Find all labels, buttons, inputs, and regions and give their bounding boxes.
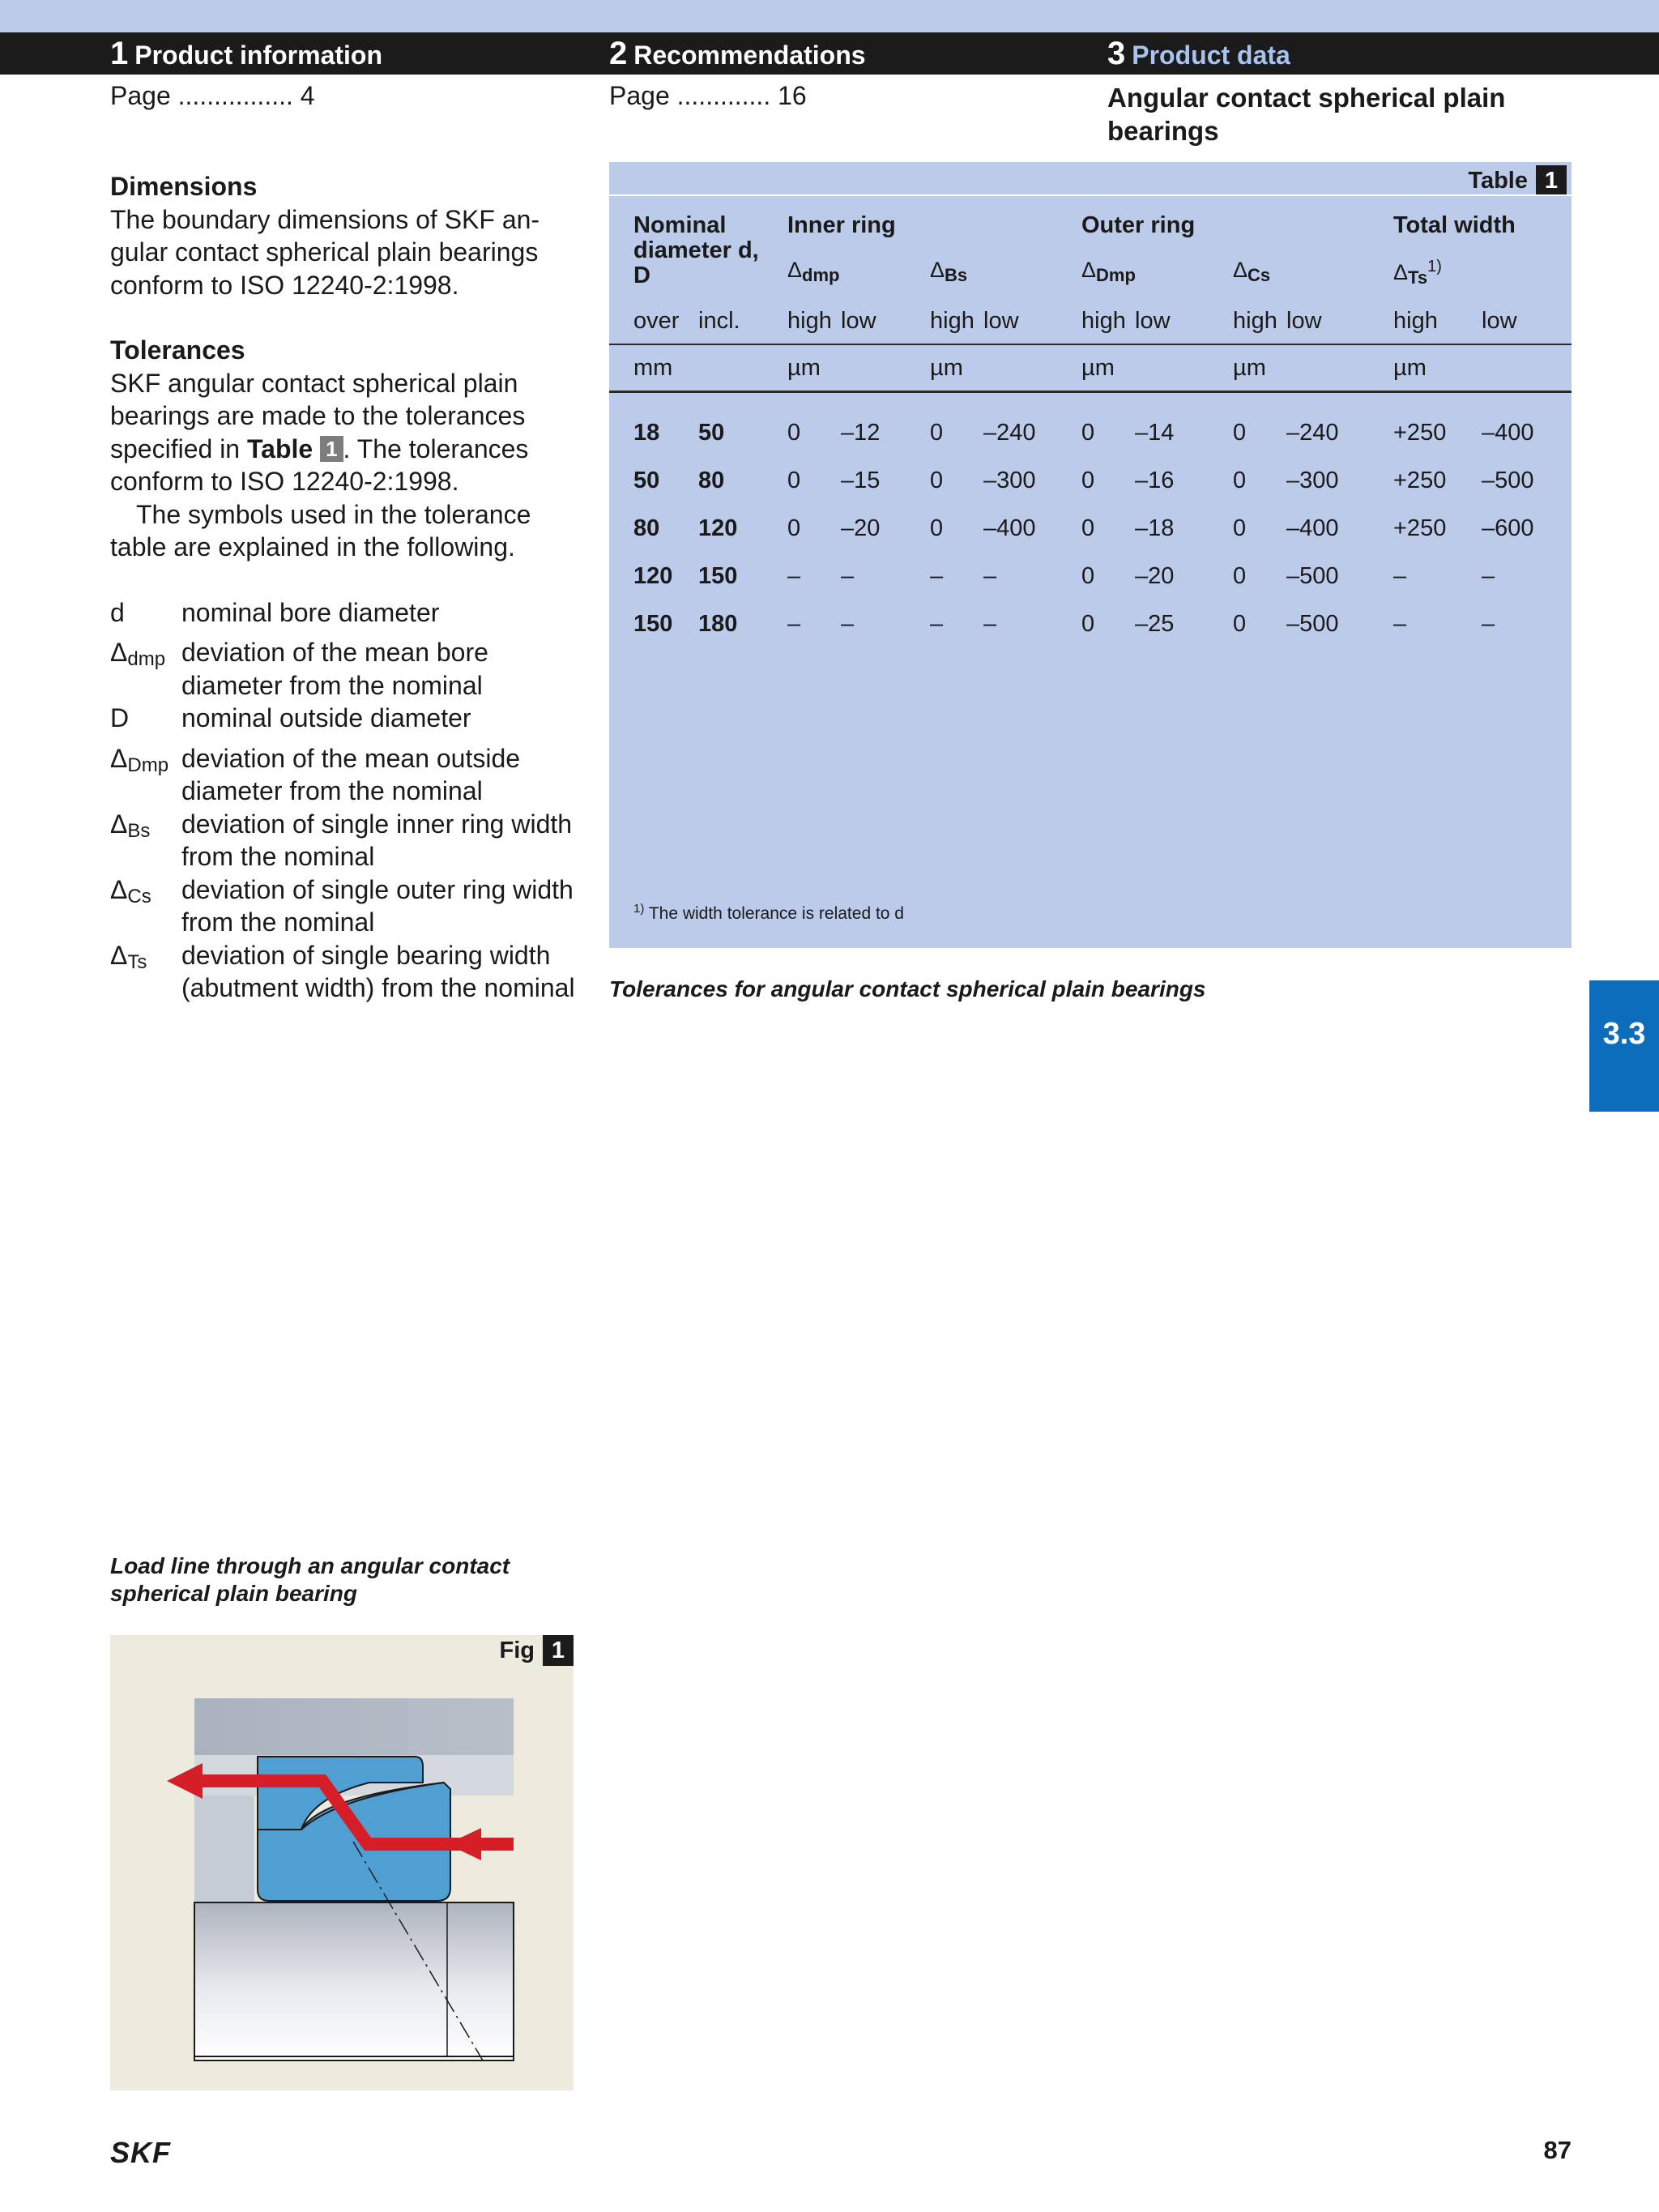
tolerance-table xyxy=(609,162,1572,948)
symbol-item xyxy=(110,873,580,939)
symbol-item xyxy=(110,808,580,873)
col-group-outer-ring: Outer ring xyxy=(1081,212,1196,238)
table-cell: –18 xyxy=(1135,515,1175,541)
unit-label: mm xyxy=(633,355,673,381)
col-low: low xyxy=(983,308,1019,334)
figure-load-line xyxy=(110,1635,574,2090)
figure-title: Fig 1 xyxy=(500,1635,574,1666)
col-low: low xyxy=(1286,308,1322,334)
housing-lower xyxy=(194,1796,254,1917)
table-cell: 0 xyxy=(1081,420,1095,446)
table-cell: – xyxy=(1482,611,1495,637)
symbol-key: D xyxy=(110,703,130,732)
symbol-desc: nominal outside diameter xyxy=(181,703,471,732)
col-symbol-dmp: $\Delta_{dmp}$ xyxy=(787,258,840,285)
table-cell: 0 xyxy=(1081,611,1095,637)
table-cell: 150 xyxy=(633,611,673,637)
table-cell: 0 xyxy=(1233,563,1247,589)
col-high: high xyxy=(787,308,832,334)
table-footnote: $^{1)}$ The width tolerance is related to d xyxy=(633,902,904,923)
section-side-tab[interactable]: 3.3 xyxy=(1589,980,1659,1112)
table-cell: – xyxy=(983,563,997,589)
table-cell: 0 xyxy=(1233,468,1247,493)
table-cell: 0 xyxy=(930,468,944,493)
symbol-desc: deviation of single outer ring width from the nominal xyxy=(181,874,574,937)
table-cell: – xyxy=(841,563,855,589)
table-cell: –12 xyxy=(841,420,881,446)
unit-label: µm xyxy=(1233,355,1266,381)
unit-label: µm xyxy=(1081,355,1115,381)
symbol-desc: deviation of single bearing width (abutment width) from the nominal xyxy=(181,940,575,1002)
symbol-item xyxy=(110,702,580,742)
table-cell: 80 xyxy=(633,515,660,541)
col-group-inner-ring: Inner ring xyxy=(787,212,896,238)
tab-recommendations[interactable] xyxy=(609,32,866,75)
table-cell: 0 xyxy=(1233,515,1247,541)
page-reference-link[interactable]: Page ............. 16 xyxy=(609,81,807,110)
page-reference-link[interactable]: Page ................ 4 xyxy=(110,81,315,110)
symbol-key: $\Delta_{Cs}$ xyxy=(110,874,151,907)
table-cell: 120 xyxy=(633,563,673,589)
col-low: low xyxy=(1482,308,1517,334)
table-cell: –400 xyxy=(1286,515,1339,541)
table-cell: –25 xyxy=(1135,611,1175,637)
col-group-total-width: Total width xyxy=(1393,212,1516,238)
table-cell: +250 xyxy=(1393,468,1447,493)
col-low: low xyxy=(841,308,876,334)
col-symbol-dmp-outer: $\Delta_{Dmp}$ xyxy=(1081,258,1136,285)
table-cell: 80 xyxy=(698,468,725,493)
table-cell: 0 xyxy=(787,420,801,446)
unit-label: µm xyxy=(1393,355,1427,381)
symbol-item xyxy=(110,636,580,702)
tab-product-information[interactable] xyxy=(110,32,382,75)
unit-label: µm xyxy=(930,355,963,381)
table-cell: –240 xyxy=(1286,420,1339,446)
table-cell: –500 xyxy=(1482,468,1534,493)
table-cell: 0 xyxy=(787,468,801,493)
tab-product-data[interactable] xyxy=(1107,32,1290,75)
table-cell: 0 xyxy=(1081,515,1095,541)
table-cell: –500 xyxy=(1286,563,1339,589)
tab-number: 2 xyxy=(609,36,628,71)
table-cell: 0 xyxy=(1081,563,1095,589)
table-cell: 0 xyxy=(1081,468,1095,493)
tab-number: 1 xyxy=(110,36,129,71)
table-cell: –20 xyxy=(841,515,881,541)
col-high: high xyxy=(1081,308,1126,334)
housing xyxy=(194,1698,514,1755)
col-group-nominal-diameter: Nominal diameter d, D xyxy=(633,212,759,288)
table-cell: 18 xyxy=(633,420,660,446)
symbol-desc: nominal bore diameter xyxy=(181,597,440,627)
symbol-item xyxy=(110,742,580,808)
col-incl: incl. xyxy=(698,308,740,334)
table-cell: –300 xyxy=(1286,468,1339,493)
table-cell: 0 xyxy=(1233,420,1247,446)
bearing-drawing xyxy=(110,1635,574,2090)
table-cell: – xyxy=(1482,563,1495,589)
symbol-key: $\Delta_{Dmp}$ xyxy=(110,743,169,776)
symbol-desc: deviation of the mean bore diameter from the nominal xyxy=(181,638,488,700)
dimensions-heading: Dimensions xyxy=(110,172,258,201)
table-title: Table 1 xyxy=(1468,165,1567,196)
table-cell: 0 xyxy=(787,515,801,541)
shaft xyxy=(194,1902,514,2060)
table-cell: – xyxy=(1393,611,1407,637)
table-cell: 50 xyxy=(633,468,660,493)
table-caption: Tolerances for angular contact spherical plain bearings xyxy=(609,976,1206,1001)
figure-caption: Load line through an angular contact spherical plain bearing xyxy=(110,1553,510,1606)
table-cell: –16 xyxy=(1135,468,1175,493)
tolerances-heading: Tolerances xyxy=(110,335,245,365)
tab-label: Recommendations xyxy=(633,41,866,70)
arrow-head-right-icon xyxy=(447,1828,481,1860)
dimensions-text: The boundary dimensions of SKF an-gular contact spherical plain bearings conform to ISO 12240-2:1998. xyxy=(110,204,540,300)
tab-number: 3 xyxy=(1107,36,1126,71)
table-cell: – xyxy=(787,611,801,637)
table-cell: 0 xyxy=(930,420,944,446)
top-color-band xyxy=(0,0,1659,32)
col-low: low xyxy=(1135,308,1171,334)
arrow-head-left-icon xyxy=(167,1763,203,1799)
table-cell: –600 xyxy=(1482,515,1534,541)
table-cell: +250 xyxy=(1393,515,1447,541)
tab-label: Product information xyxy=(134,41,383,70)
table-cell: +250 xyxy=(1393,420,1447,446)
tolerances-text: SKF angular contact spherical plain bearings are made to the tolerances specified in Table 1 . The tolerances conform to ISO 12240-2:1998. xyxy=(110,368,529,496)
table-cell: –500 xyxy=(1286,611,1339,637)
table-cell: –20 xyxy=(1135,563,1175,589)
table-cell: –15 xyxy=(841,468,881,493)
table-cell: – xyxy=(983,611,997,637)
symbol-key: $\Delta_{Bs}$ xyxy=(110,809,151,842)
table-link[interactable]: Table xyxy=(246,433,313,463)
table-cell: – xyxy=(930,563,944,589)
skf-logo: SKF xyxy=(110,2136,171,2169)
col-high: high xyxy=(1393,308,1438,334)
table-cell: – xyxy=(841,611,855,637)
col-symbol-cs: $\Delta_{Cs}$ xyxy=(1233,258,1271,285)
symbol-item xyxy=(110,939,580,1005)
table-cell: –14 xyxy=(1135,420,1175,446)
table-cell: 50 xyxy=(698,420,725,446)
table-cell: –240 xyxy=(983,420,1036,446)
left-text-column xyxy=(110,170,580,1005)
table-cell: 0 xyxy=(930,515,944,541)
symbol-key: $\Delta_{Ts}$ xyxy=(110,940,147,973)
table-cell: 0 xyxy=(1233,611,1247,637)
table-cell: – xyxy=(1393,563,1407,589)
table-ref-badge[interactable]: 1 xyxy=(320,436,343,462)
symbol-desc: deviation of single inner ring width from the nominal xyxy=(181,809,573,871)
symbol-key: $\Delta_{dmp}$ xyxy=(110,638,166,670)
symbol-desc: deviation of the mean outside diameter from the nominal xyxy=(181,743,521,805)
table-cell: – xyxy=(787,563,801,589)
table-cell: –400 xyxy=(983,515,1036,541)
table-cell: 120 xyxy=(698,515,738,541)
table-cell: –300 xyxy=(983,468,1036,493)
col-over: over xyxy=(633,308,680,334)
table-cell: –400 xyxy=(1482,420,1534,446)
tab-label: Product data xyxy=(1132,41,1290,70)
col-high: high xyxy=(930,308,975,334)
symbol-item xyxy=(110,596,580,637)
col-symbol-bs: $\Delta_{Bs}$ xyxy=(930,258,968,285)
unit-label: µm xyxy=(787,355,821,381)
col-symbol-ts: $\Delta_{Ts}^{1)}$ xyxy=(1393,258,1442,288)
section-subtitle: Angular contact spherical plain bearings xyxy=(1107,83,1506,146)
table-cell: 150 xyxy=(698,563,738,589)
tolerances-text-2: The symbols used in the tolerance table are explained in the following. xyxy=(110,499,531,562)
table-cell: – xyxy=(930,611,944,637)
col-high: high xyxy=(1233,308,1277,334)
table-cell: 180 xyxy=(698,611,738,637)
symbol-key: d xyxy=(110,597,125,627)
page-number: 87 xyxy=(1543,2136,1572,2164)
